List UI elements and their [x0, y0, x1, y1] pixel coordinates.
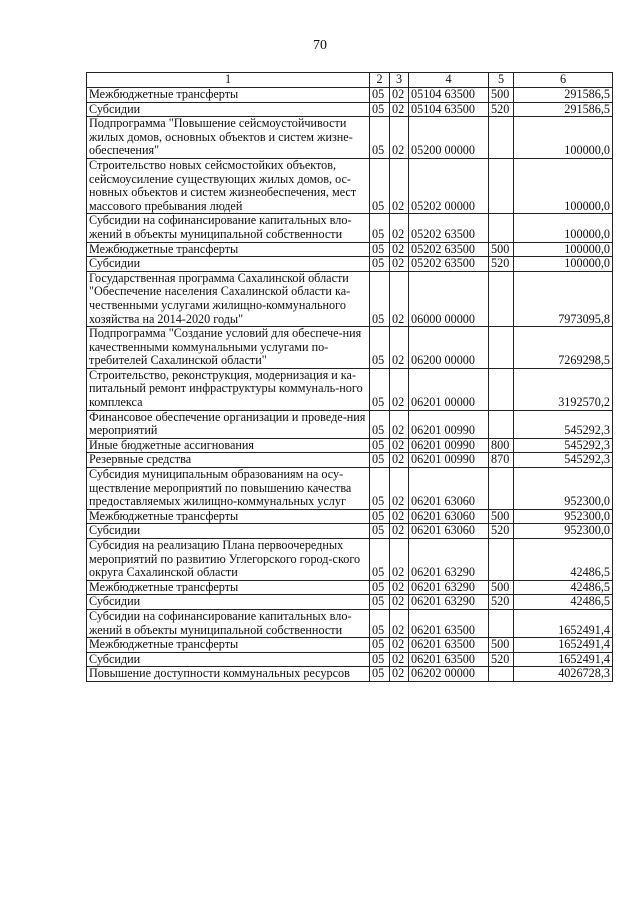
expense-type-cell: 520 — [489, 257, 514, 272]
subsection-code-cell: 02 — [390, 214, 409, 242]
subsection-code-cell: 02 — [390, 539, 409, 581]
target-article-cell: 06201 63290 — [409, 595, 489, 610]
table-row — [87, 257, 613, 272]
expense-type-cell — [489, 271, 514, 326]
row-name-cell: Субсидии — [87, 524, 370, 539]
row-name-cell: Резервные средства — [87, 453, 370, 468]
table-body — [87, 88, 613, 682]
section-code-cell: 05 — [370, 88, 390, 103]
amount-cell: 42486,5 — [514, 580, 613, 595]
target-article-cell: 05104 63500 — [409, 88, 489, 103]
budget-table — [86, 72, 613, 682]
table-row — [87, 453, 613, 468]
row-name-cell: Субсидия муниципальным образованиям на осу-ществление мероприятий по повышению качества предоставляемых жилищно-коммунальных услуг — [87, 468, 370, 510]
amount-cell: 42486,5 — [514, 595, 613, 610]
section-code-cell: 05 — [370, 453, 390, 468]
amount-cell: 100000,0 — [514, 257, 613, 272]
subsection-code-cell: 02 — [390, 667, 409, 682]
expense-type-cell: 870 — [489, 453, 514, 468]
table-row — [87, 117, 613, 159]
target-article-cell: 06201 00990 — [409, 438, 489, 453]
section-code-cell: 05 — [370, 609, 390, 637]
row-name-cell: Повышение доступности коммунальных ресурсов — [87, 667, 370, 682]
target-article-cell: 05202 00000 — [409, 158, 489, 213]
expense-type-cell — [489, 214, 514, 242]
row-name-cell: Субсидия на реализацию Плана первоочередных мероприятий по развитию Углегорского город-ского округа Сахалинской области — [87, 539, 370, 581]
target-article-cell: 06201 63290 — [409, 539, 489, 581]
amount-cell: 545292,3 — [514, 438, 613, 453]
table-row — [87, 539, 613, 581]
target-article-cell: 06201 63060 — [409, 468, 489, 510]
target-article-cell: 05200 00000 — [409, 117, 489, 159]
expense-type-cell: 500 — [489, 638, 514, 653]
table-row — [87, 509, 613, 524]
row-name-cell: Межбюджетные трансферты — [87, 509, 370, 524]
subsection-code-cell: 02 — [390, 595, 409, 610]
expense-type-cell: 500 — [489, 509, 514, 524]
row-name-cell: Межбюджетные трансферты — [87, 88, 370, 103]
section-code-cell: 05 — [370, 102, 390, 117]
expense-type-cell: 520 — [489, 652, 514, 667]
target-article-cell: 06202 00000 — [409, 667, 489, 682]
amount-cell: 7269298,5 — [514, 327, 613, 369]
table-row — [87, 214, 613, 242]
table-row — [87, 580, 613, 595]
amount-cell: 3192570,2 — [514, 368, 613, 410]
target-article-cell: 06000 00000 — [409, 271, 489, 326]
subsection-code-cell: 02 — [390, 580, 409, 595]
target-article-cell: 06201 63500 — [409, 652, 489, 667]
subsection-code-cell: 02 — [390, 410, 409, 438]
subsection-code-cell: 02 — [390, 368, 409, 410]
expense-type-cell — [489, 117, 514, 159]
amount-cell: 100000,0 — [514, 158, 613, 213]
section-code-cell: 05 — [370, 580, 390, 595]
row-name-cell: Подпрограмма "Создание условий для обеспече-ния качественными коммунальными услугами по-требителей Сахалинской области" — [87, 327, 370, 369]
subsection-code-cell: 02 — [390, 88, 409, 103]
expense-type-cell: 520 — [489, 102, 514, 117]
amount-cell: 100000,0 — [514, 242, 613, 257]
table-header-row — [87, 73, 613, 88]
target-article-cell: 05104 63500 — [409, 102, 489, 117]
table-row — [87, 595, 613, 610]
amount-cell: 100000,0 — [514, 117, 613, 159]
amount-cell: 291586,5 — [514, 102, 613, 117]
target-article-cell: 05202 63500 — [409, 257, 489, 272]
column-header-5: 5 — [489, 73, 514, 88]
amount-cell: 1652491,4 — [514, 652, 613, 667]
subsection-code-cell: 02 — [390, 257, 409, 272]
table-row — [87, 410, 613, 438]
subsection-code-cell: 02 — [390, 638, 409, 653]
expense-type-cell: 500 — [489, 580, 514, 595]
subsection-code-cell: 02 — [390, 524, 409, 539]
table-row — [87, 524, 613, 539]
subsection-code-cell: 02 — [390, 242, 409, 257]
row-name-cell: Субсидии на софинансирование капитальных вло-жений в объекты муниципальной собственности — [87, 609, 370, 637]
row-name-cell: Межбюджетные трансферты — [87, 638, 370, 653]
target-article-cell: 06201 00000 — [409, 368, 489, 410]
subsection-code-cell: 02 — [390, 468, 409, 510]
expense-type-cell — [489, 468, 514, 510]
row-name-cell: Субсидии — [87, 595, 370, 610]
subsection-code-cell: 02 — [390, 102, 409, 117]
row-name-cell: Государственная программа Сахалинской области "Обеспечение населения Сахалинской области ка-чественными услугами жилищно-коммунального хозяйства на 2014-2020 годы" — [87, 271, 370, 326]
table-row — [87, 271, 613, 326]
table-row — [87, 652, 613, 667]
target-article-cell: 06200 00000 — [409, 327, 489, 369]
expense-type-cell — [489, 368, 514, 410]
section-code-cell: 05 — [370, 667, 390, 682]
table-row — [87, 667, 613, 682]
table-row — [87, 368, 613, 410]
subsection-code-cell: 02 — [390, 609, 409, 637]
amount-cell: 545292,3 — [514, 453, 613, 468]
expense-type-cell: 500 — [489, 88, 514, 103]
expense-type-cell — [489, 539, 514, 581]
section-code-cell: 05 — [370, 368, 390, 410]
subsection-code-cell: 02 — [390, 509, 409, 524]
row-name-cell: Межбюджетные трансферты — [87, 242, 370, 257]
section-code-cell: 05 — [370, 468, 390, 510]
amount-cell: 952300,0 — [514, 524, 613, 539]
section-code-cell: 05 — [370, 652, 390, 667]
subsection-code-cell: 02 — [390, 117, 409, 159]
expense-type-cell: 520 — [489, 595, 514, 610]
section-code-cell: 05 — [370, 509, 390, 524]
amount-cell: 545292,3 — [514, 410, 613, 438]
section-code-cell: 05 — [370, 638, 390, 653]
table-row — [87, 468, 613, 510]
row-name-cell: Строительство, реконструкция, модернизация и ка-питальный ремонт инфраструктуры коммуналь-ного комплекса — [87, 368, 370, 410]
page-number: 70 — [313, 38, 327, 53]
target-article-cell: 06201 63500 — [409, 638, 489, 653]
row-name-cell: Межбюджетные трансферты — [87, 580, 370, 595]
amount-cell: 952300,0 — [514, 509, 613, 524]
target-article-cell: 06201 00990 — [409, 453, 489, 468]
section-code-cell: 05 — [370, 539, 390, 581]
subsection-code-cell: 02 — [390, 158, 409, 213]
amount-cell: 291586,5 — [514, 88, 613, 103]
amount-cell: 952300,0 — [514, 468, 613, 510]
column-header-6: 6 — [514, 73, 613, 88]
row-name-cell: Субсидии — [87, 102, 370, 117]
table-row — [87, 609, 613, 637]
subsection-code-cell: 02 — [390, 271, 409, 326]
table-row — [87, 88, 613, 103]
amount-cell: 4026728,3 — [514, 667, 613, 682]
table-row — [87, 327, 613, 369]
subsection-code-cell: 02 — [390, 438, 409, 453]
section-code-cell: 05 — [370, 158, 390, 213]
table-row — [87, 438, 613, 453]
expense-type-cell — [489, 410, 514, 438]
column-header-1: 1 — [87, 73, 370, 88]
subsection-code-cell: 02 — [390, 652, 409, 667]
expense-type-cell: 500 — [489, 242, 514, 257]
expense-type-cell: 800 — [489, 438, 514, 453]
table-row — [87, 102, 613, 117]
table-row — [87, 158, 613, 213]
table-row — [87, 638, 613, 653]
row-name-cell: Субсидии — [87, 652, 370, 667]
target-article-cell: 05202 63500 — [409, 214, 489, 242]
section-code-cell: 05 — [370, 595, 390, 610]
row-name-cell: Субсидии на софинансирование капитальных вло-жений в объекты муниципальной собственности — [87, 214, 370, 242]
table-row — [87, 242, 613, 257]
expense-type-cell — [489, 609, 514, 637]
section-code-cell: 05 — [370, 242, 390, 257]
section-code-cell: 05 — [370, 327, 390, 369]
target-article-cell: 06201 00990 — [409, 410, 489, 438]
target-article-cell: 05202 63500 — [409, 242, 489, 257]
section-code-cell: 05 — [370, 271, 390, 326]
expense-type-cell — [489, 327, 514, 369]
target-article-cell: 06201 63060 — [409, 524, 489, 539]
column-header-2: 2 — [370, 73, 390, 88]
amount-cell: 7973095,8 — [514, 271, 613, 326]
column-header-3: 3 — [390, 73, 409, 88]
amount-cell: 1652491,4 — [514, 638, 613, 653]
expense-type-cell: 520 — [489, 524, 514, 539]
subsection-code-cell: 02 — [390, 327, 409, 369]
target-article-cell: 06201 63500 — [409, 609, 489, 637]
section-code-cell: 05 — [370, 214, 390, 242]
row-name-cell: Финансовое обеспечение организации и проведе-ния мероприятий — [87, 410, 370, 438]
row-name-cell: Подпрограмма "Повышение сейсмоустойчивости жилых домов, основных объектов и систем жизне-обеспечения" — [87, 117, 370, 159]
subsection-code-cell: 02 — [390, 453, 409, 468]
row-name-cell: Иные бюджетные ассигнования — [87, 438, 370, 453]
section-code-cell: 05 — [370, 524, 390, 539]
amount-cell: 42486,5 — [514, 539, 613, 581]
expense-type-cell — [489, 667, 514, 682]
section-code-cell: 05 — [370, 257, 390, 272]
column-header-4: 4 — [409, 73, 489, 88]
row-name-cell: Субсидии — [87, 257, 370, 272]
row-name-cell: Строительство новых сейсмостойких объектов, сейсмоусиление существующих жилых домов, ос-новных объектов и систем жизнеобеспечения, мест массового пребывания людей — [87, 158, 370, 213]
section-code-cell: 05 — [370, 117, 390, 159]
amount-cell: 100000,0 — [514, 214, 613, 242]
amount-cell: 1652491,4 — [514, 609, 613, 637]
target-article-cell: 06201 63060 — [409, 509, 489, 524]
target-article-cell: 06201 63290 — [409, 580, 489, 595]
expense-type-cell — [489, 158, 514, 213]
section-code-cell: 05 — [370, 410, 390, 438]
section-code-cell: 05 — [370, 438, 390, 453]
